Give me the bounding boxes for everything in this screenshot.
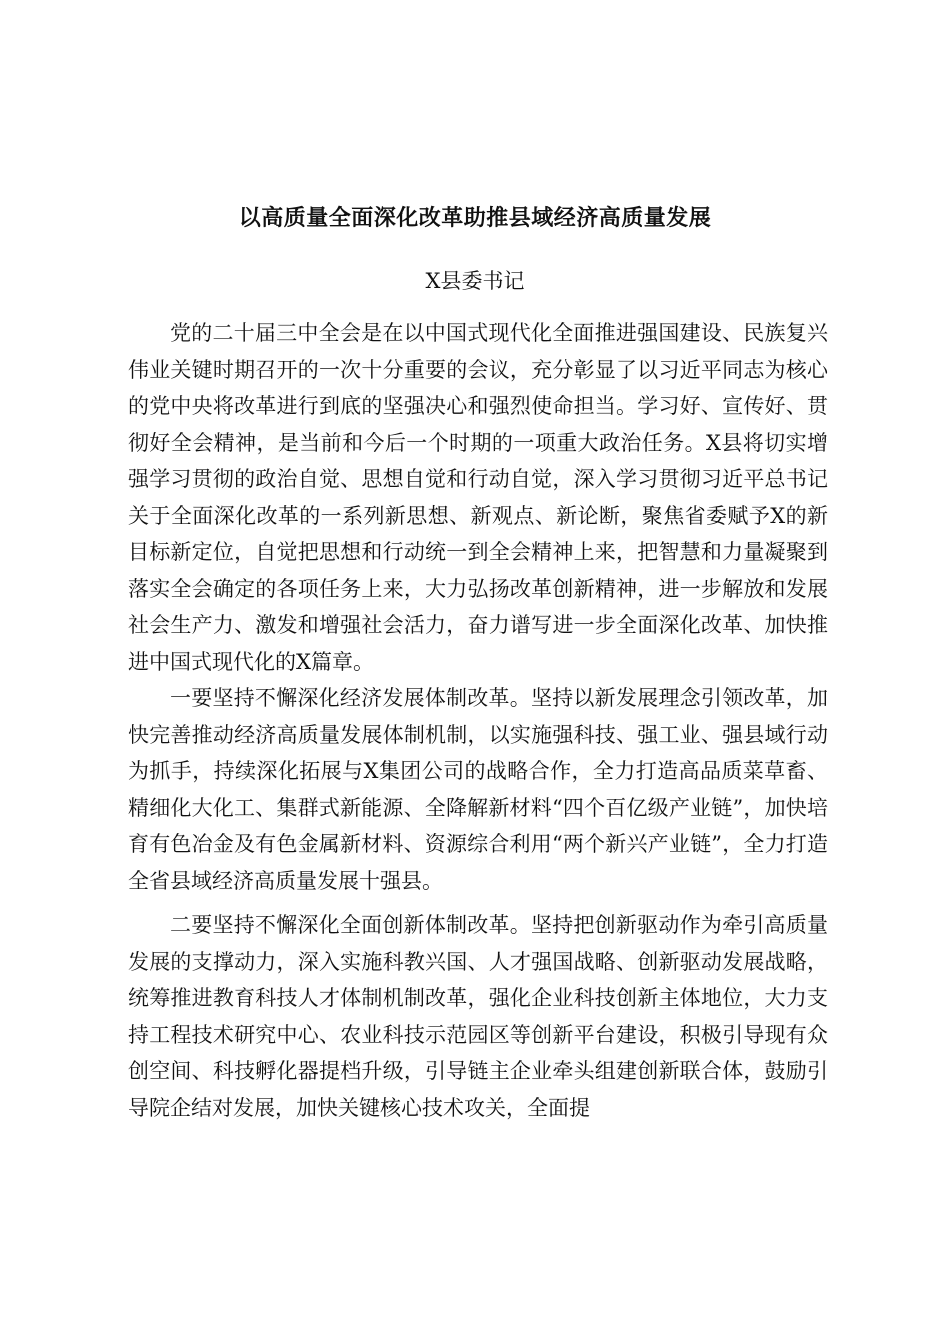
paragraph-intro: 党的二十届三中全会是在以中国式现代化全面推进强国建设、民族复兴伟业关键时期召开的一次十分重要的会议，充分彰显了以习近平同志为核心的党中央将改革进行到底的坚强决心和强烈使命担当。学习好、宣传好、贯彻好全会精神，是当前和今后一个时期的一项重大政治任务。X县将切实增强学习贯彻的政治自觉、思想自觉和行动自觉，深入学习贯彻习近平总书记关于全面深化改革的一系列新思想、新观点、新论断，聚焦省委赋予X的新目标新定位，自觉把思想和行动统一到全会精神上来，把智慧和力量凝聚到落实全会确定的各项任务上来，大力弘扬改革创新精神，进一步解放和发展社会生产力、激发和增强社会活力，奋力谱写进一步全面深化改革、加快推进中国式现代化的X篇章。 [128,321,828,674]
document-title: 以高质量全面深化改革助推县域经济高质量发展 [238,205,712,231]
paragraph-innovation-reform: 二要坚持不懈深化全面创新体制改革。坚持把创新驱动作为牵引高质量发展的支撑动力，深入实施科教兴国、人才强国战略、创新驱动发展战略，统筹推进教育科技人才体制机制改革，强化企业科技创新主体地位，大力支持工程技术研究中心、农业科技示范园区等创新平台建设，积极引导现有众创空间、科技孵化器提档升级，引导链主企业牵头组建创新联合体，鼓励引导院企结对发展，加快关键核心技术攻关，全面提 [128,913,828,1120]
document-author: X县委书记 [425,269,525,293]
paragraph-economic-reform: 一要坚持不懈深化经济发展体制改革。坚持以新发展理念引领改革，加快完善推动经济高质量发展体制机制，以实施强科技、强工业、强县域行动为抓手，持续深化拓展与X集团公司的战略合作，全力打造高品质菜草畜、精细化大化工、集群式新能源、全降解新材料“四个百亿级产业链”，加快培育有色冶金及有色金属新材料、资源综合利用“两个新兴产业链”，全力打造全省县域经济高质量发展十强县。 [128,686,828,893]
document-body [128,315,828,1126]
